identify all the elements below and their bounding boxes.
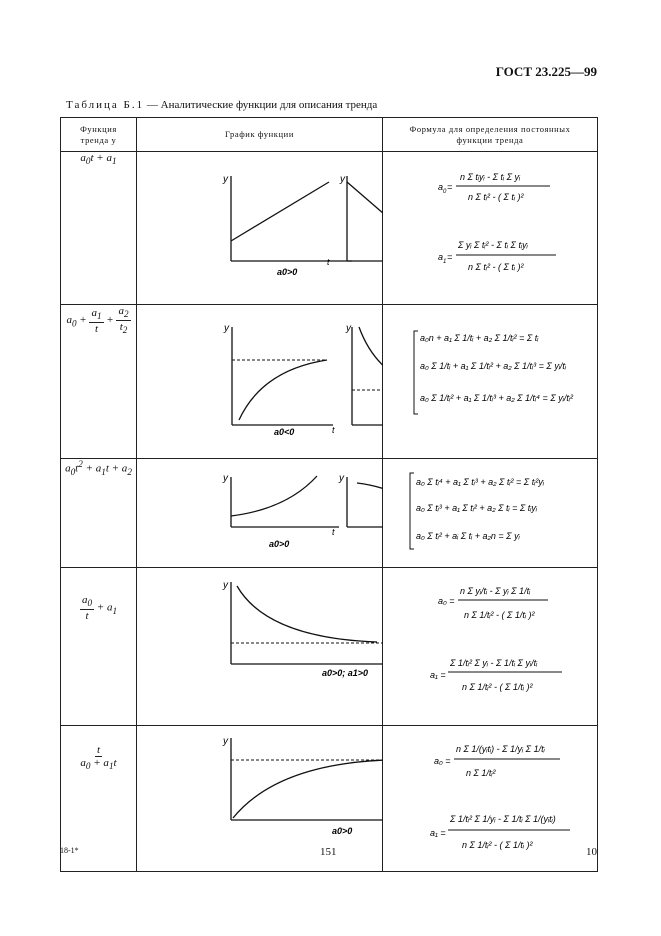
- svg-text:Σ 1/tᵢ² Σ yᵢ - Σ 1/tᵢ Σ yᵢ/tᵢ: Σ 1/tᵢ² Σ yᵢ - Σ 1/tᵢ Σ yᵢ/tᵢ: [450, 658, 538, 668]
- svg-text:t: t: [327, 257, 330, 267]
- svg-text:a₀ Σ 1/tᵢ + a₁ Σ 1/tᵢ² + a₂ Σ: a₀ Σ 1/tᵢ + a₁ Σ 1/tᵢ² + a₂ Σ 1/tᵢ³ = Σ yᵢ/tᵢ: [419, 361, 566, 371]
- formula-hyperbolic: [388, 311, 593, 441]
- svg-text:a₀n + a₁ Σ 1/tᵢ + a₂ Σ 1/tᵢ² =: a₀n + a₁ Σ 1/tᵢ + a₂ Σ 1/tᵢ² = Σ tᵢ: [419, 333, 538, 343]
- svg-text:a: a: [438, 252, 444, 262]
- svg-text:t: t: [332, 425, 335, 435]
- header-formula: Формула для определения постоянных функции тренда: [383, 118, 598, 152]
- svg-text:a0>0: a0>0: [332, 826, 353, 836]
- svg-text:n Σ 1/tᵢ²: n Σ 1/tᵢ²: [466, 768, 496, 778]
- svg-text:a₁ =: a₁ =: [430, 670, 446, 680]
- svg-text:y: y: [223, 473, 228, 484]
- table-caption-text: — Аналитические функции для описания тренда: [144, 99, 378, 111]
- formula-saturation: [390, 732, 590, 862]
- graph-cell: [137, 726, 383, 872]
- graph-linear: [137, 152, 383, 299]
- svg-text:t: t: [332, 527, 335, 537]
- svg-text:a₁ =: a₁ =: [430, 828, 446, 838]
- graph-cell: [137, 152, 383, 305]
- formula-cell: [383, 726, 598, 872]
- function-cell: $\frac{a_0}{t}$ + $a_1$: [61, 568, 137, 726]
- function-cell: $a_0t + a_1$: [61, 152, 137, 305]
- svg-text:=: =: [447, 182, 453, 192]
- svg-text:n Σ tᵢyᵢ - Σ tᵢ Σ yᵢ: n Σ tᵢyᵢ - Σ tᵢ Σ yᵢ: [460, 172, 521, 182]
- svg-text:y: y: [346, 323, 351, 334]
- svg-text:a: a: [438, 182, 444, 192]
- page-number: 151: [320, 846, 337, 858]
- svg-text:a₀ =: a₀ =: [434, 756, 451, 766]
- graph-saturation: [137, 726, 383, 866]
- svg-text:y: y: [340, 174, 345, 185]
- svg-text:y: y: [339, 473, 344, 484]
- table-row: [61, 568, 598, 726]
- table-row: [61, 459, 598, 568]
- svg-text:n Σ tᵢ² - ( Σ tᵢ )²: n Σ tᵢ² - ( Σ tᵢ )²: [468, 262, 524, 272]
- formula-cell: [383, 152, 598, 305]
- table-row: [61, 305, 598, 459]
- svg-text:a₀ Σ 1/tᵢ² + a₁ Σ 1/tᵢ³ + a₂ Σ: a₀ Σ 1/tᵢ² + a₁ Σ 1/tᵢ³ + a₂ Σ 1/tᵢ⁴ = Σ yᵢ/tᵢ²: [419, 393, 573, 403]
- function-cell: $a_0$ + $\frac{a_1}{t}$ + $\frac{a_2}{t_2}$: [61, 305, 137, 459]
- svg-text:n Σ tᵢ² - ( Σ tᵢ )²: n Σ tᵢ² - ( Σ tᵢ )²: [468, 192, 524, 202]
- svg-text:a0<0: a0<0: [274, 427, 295, 437]
- header-function: Функция тренда y: [61, 118, 137, 152]
- graph-parabolic: [137, 459, 383, 562]
- svg-text:a₀ =: a₀ =: [438, 596, 455, 606]
- graph-inverse: [137, 568, 383, 720]
- svg-text:y: y: [223, 736, 228, 747]
- table-caption: [66, 99, 377, 111]
- standard-number: ГОСТ 23.225—99: [495, 64, 597, 79]
- svg-text:a0>0: a0>0: [269, 539, 290, 549]
- function-cell: $a_0t^2 + a_1t + a_2$: [61, 459, 137, 568]
- graph-hyperbolic: [137, 305, 383, 453]
- svg-text:y: y: [223, 174, 228, 185]
- svg-text:Σ 1/tᵢ² Σ 1/yᵢ - Σ 1/tᵢ Σ 1/(y: Σ 1/tᵢ² Σ 1/yᵢ - Σ 1/tᵢ Σ 1/(yᵢtᵢ): [450, 814, 556, 824]
- svg-text:y: y: [224, 323, 229, 334]
- svg-text:Σ yᵢ Σ tᵢ² - Σ tᵢ Σ tᵢyᵢ: Σ yᵢ Σ tᵢ² - Σ tᵢ Σ tᵢyᵢ: [458, 240, 528, 250]
- table-row: [61, 152, 598, 305]
- footer-left: 18-1*: [60, 846, 79, 855]
- svg-text:a₀ Σ tᵢ² + aᵢ Σ tᵢ + a₂n = Σ y: a₀ Σ tᵢ² + aᵢ Σ tᵢ + a₂n = Σ yᵢ: [415, 531, 520, 541]
- formula-cell: [383, 459, 598, 568]
- graph-cell: [137, 305, 383, 459]
- svg-text:a₀ Σ tᵢ⁴ + a₁ Σ tᵢ³ + a₂ Σ tᵢ²: a₀ Σ tᵢ⁴ + a₁ Σ tᵢ³ + a₂ Σ tᵢ² = Σ tᵢ²yᵢ: [415, 477, 544, 487]
- function-cell: $\frac{t}{a_0 + a_1t}$: [61, 726, 137, 872]
- svg-text:y: y: [223, 580, 228, 591]
- formula-cell: [383, 305, 598, 459]
- svg-text:a0>0; a1>0: a0>0; a1>0: [322, 668, 369, 678]
- header-graph: График функции: [137, 118, 383, 152]
- svg-text:n Σ yᵢ/tᵢ - Σ yᵢ Σ 1/tᵢ: n Σ yᵢ/tᵢ - Σ yᵢ Σ 1/tᵢ: [460, 586, 531, 596]
- footer-right: 10: [586, 846, 597, 858]
- svg-text:=: =: [447, 252, 453, 262]
- formula-parabolic: [388, 465, 593, 557]
- formula-cell: [383, 568, 598, 726]
- trend-functions-table: [60, 117, 598, 872]
- svg-text:a₀ Σ tᵢ³ + a₁ Σ tᵢ² + a₂ Σ tᵢ: a₀ Σ tᵢ³ + a₁ Σ tᵢ² + a₂ Σ tᵢ = Σ tᵢyᵢ: [415, 503, 537, 513]
- graph-cell: [137, 568, 383, 726]
- svg-text:a0>0: a0>0: [277, 267, 298, 277]
- svg-text:n Σ 1/tᵢ² - ( Σ 1/tᵢ )²: n Σ 1/tᵢ² - ( Σ 1/tᵢ )²: [464, 610, 535, 620]
- table-caption-label: Таблица Б.1: [66, 99, 145, 111]
- formula-linear: [390, 158, 590, 298]
- svg-text:n Σ 1/tᵢ² - ( Σ 1/tᵢ )²: n Σ 1/tᵢ² - ( Σ 1/tᵢ )²: [462, 682, 533, 692]
- svg-text:1: 1: [443, 259, 447, 265]
- svg-text:0: 0: [443, 189, 447, 195]
- svg-text:n Σ 1/(yᵢtᵢ) - Σ 1/yᵢ Σ 1/tᵢ: n Σ 1/(yᵢtᵢ) - Σ 1/yᵢ Σ 1/tᵢ: [456, 744, 545, 754]
- svg-text:n Σ 1/tᵢ² - ( Σ 1/tᵢ )²: n Σ 1/tᵢ² - ( Σ 1/tᵢ )²: [462, 840, 533, 850]
- graph-cell: [137, 459, 383, 568]
- formula-inverse: [390, 574, 590, 714]
